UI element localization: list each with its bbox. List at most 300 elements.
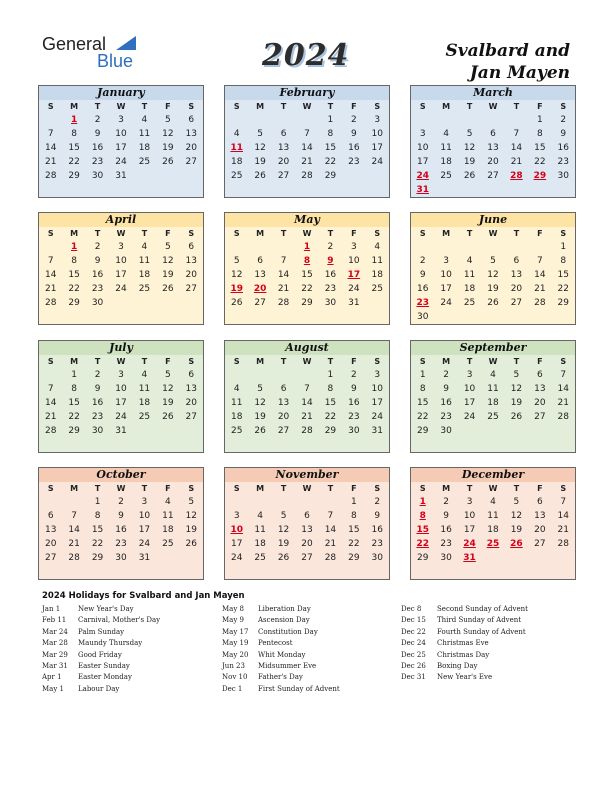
weekday-label: M [70,357,79,366]
month-day-grid [225,482,389,565]
month-april [38,212,204,325]
day-cell: 25 [138,157,151,167]
day-cell: 12 [162,256,174,266]
day-cell: 5 [513,497,520,507]
weekday-label: S [233,357,240,366]
weekday-label: S [560,357,567,366]
day-cell: 5 [233,256,240,266]
holiday-column [401,605,528,685]
day-cell: 28 [68,553,80,563]
day-cell: 8 [71,256,77,266]
weekday-label: M [70,484,79,493]
day-cell: 26 [463,171,476,181]
day-cell: 24 [115,157,127,167]
day-cell: 17 [440,284,452,294]
day-cell: 30 [348,426,360,436]
day-cell: 18 [440,157,452,167]
weekday-label: T [141,229,148,238]
weekday-label: T [280,102,287,111]
day-cell: 12 [510,511,523,521]
empty-day-cell [434,113,457,127]
day-cell: 17 [230,539,243,549]
month-may [224,212,390,325]
empty-day-cell [272,113,295,127]
holiday-day-cell: 9 [327,256,334,266]
day-cell: 27 [185,157,197,167]
month-day-grid [411,227,575,324]
day-cell: 14 [44,270,57,280]
day-cell: 20 [185,398,197,408]
day-cell: 17 [463,398,476,408]
weekday-label: F [351,357,357,366]
weekday-label: T [327,229,334,238]
month-july [38,340,204,453]
day-cell: 22 [324,157,337,167]
weekday-label: T [327,102,334,111]
holiday-date: May 1 [42,684,64,693]
day-cell: 10 [115,129,127,139]
weekday-label: F [537,357,543,366]
day-cell: 6 [280,129,287,139]
day-cell: 18 [162,525,174,535]
holiday-date: Dec 22 [401,627,426,636]
day-cell: 4 [257,511,263,521]
day-cell: 18 [463,284,476,294]
day-cell: 30 [115,553,127,563]
day-cell: 22 [91,539,104,549]
day-cell: 6 [188,115,195,125]
holiday-date: Mar 31 [42,661,68,670]
day-cell: 11 [162,511,174,521]
day-cell: 25 [254,553,266,563]
day-cell: 18 [254,539,266,549]
day-cell: 7 [536,256,543,266]
day-cell: 27 [277,171,290,181]
day-cell: 10 [371,129,383,139]
holiday-day-cell: 1 [71,242,78,252]
holiday-day-cell: 1 [419,497,426,507]
day-cell: 13 [534,511,546,521]
empty-day-cell [248,368,271,382]
weekday-label: S [419,102,426,111]
month-name: July [39,341,203,355]
day-cell: 18 [371,270,383,280]
month-name: November [225,468,389,482]
holiday-name: Easter Monday [78,673,132,682]
weekday-label: T [466,357,473,366]
month-june [410,212,576,325]
weekday-label: M [70,102,79,111]
day-cell: 24 [138,539,151,549]
weekday-label: F [537,484,543,493]
day-cell: 19 [254,412,266,422]
day-cell: 13 [301,525,313,535]
empty-day-cell [272,495,295,509]
day-cell: 7 [560,370,567,380]
day-cell: 24 [371,157,383,167]
day-cell: 2 [118,497,124,507]
day-cell: 30 [416,312,429,322]
day-cell: 23 [557,157,569,167]
day-cell: 26 [162,412,174,422]
day-cell: 23 [115,539,127,549]
empty-day-cell [481,113,504,127]
holiday-date: Dec 26 [401,661,426,670]
holiday-item [222,616,340,627]
day-cell: 2 [327,242,334,252]
day-cell: 2 [350,115,357,125]
day-cell: 26 [162,284,174,294]
day-cell: 9 [560,129,567,139]
day-cell: 1 [327,115,334,125]
weekday-label: F [351,229,357,238]
weekday-label: S [47,229,54,238]
day-cell: 12 [254,143,266,153]
day-cell: 8 [560,256,567,266]
day-cell: 21 [324,539,337,549]
day-cell: 7 [47,129,54,139]
day-cell: 16 [324,270,337,280]
day-cell: 19 [162,270,174,280]
day-cell: 27 [185,412,197,422]
day-cell: 10 [463,511,476,521]
weekday-label: F [351,102,357,111]
day-cell: 31 [115,426,127,436]
day-cell: 11 [487,511,499,521]
day-cell: 29 [416,553,429,563]
month-day-grid [39,100,203,183]
day-cell: 6 [47,511,54,521]
weekday-label: W [488,229,498,238]
day-cell: 18 [230,157,243,167]
day-cell: 8 [536,129,543,139]
weekday-label: M [256,484,265,493]
holiday-day-cell: 23 [416,298,429,308]
holiday-date: Apr 1 [42,673,62,682]
holiday-item [42,685,160,696]
day-cell: 22 [534,157,546,167]
month-name: May [225,213,389,227]
weekday-label: T [94,484,101,493]
day-cell: 5 [164,242,171,252]
weekday-label: S [188,357,195,366]
day-cell: 6 [304,511,310,521]
day-cell: 11 [230,398,243,408]
day-cell: 20 [185,270,197,280]
empty-day-cell [528,240,551,254]
day-cell: 12 [185,511,197,521]
day-cell: 26 [487,298,499,308]
day-cell: 23 [91,412,104,422]
day-cell: 3 [118,115,124,125]
day-cell: 25 [230,171,243,181]
day-cell: 3 [141,497,148,507]
holiday-item [42,662,160,673]
day-cell: 15 [68,270,80,280]
day-cell: 20 [510,284,523,294]
weekday-label: M [442,102,451,111]
holiday-day-cell: 1 [303,242,311,252]
weekday-label: T [141,102,148,111]
holiday-item [42,616,160,627]
day-cell: 22 [68,284,80,294]
holiday-name: Easter Sunday [78,661,130,670]
day-cell: 12 [463,143,476,153]
holiday-day-cell: 24 [416,171,429,181]
holiday-name: Constitution Day [258,627,318,636]
day-cell: 29 [324,426,337,436]
day-cell: 28 [277,298,290,308]
day-cell: 14 [44,143,57,153]
day-cell: 7 [47,256,54,266]
day-cell: 2 [374,497,381,507]
empty-day-cell [39,368,62,382]
day-cell: 10 [115,256,127,266]
day-cell: 13 [510,270,523,280]
day-cell: 25 [487,412,499,422]
day-cell: 10 [463,384,476,394]
day-cell: 8 [327,129,334,139]
day-cell: 22 [557,284,569,294]
day-cell: 13 [534,384,546,394]
day-cell: 12 [487,270,499,280]
holiday-day-cell: 26 [510,539,523,549]
month-september [410,340,576,453]
day-cell: 3 [374,370,381,380]
day-cell: 21 [44,412,57,422]
day-cell: 5 [257,384,263,394]
day-cell: 26 [254,171,266,181]
day-cell: 17 [115,270,127,280]
day-cell: 15 [91,525,104,535]
day-cell: 29 [416,426,429,436]
day-cell: 11 [138,129,151,139]
weekday-label: S [233,484,240,493]
day-cell: 5 [164,370,171,380]
day-cell: 14 [301,398,313,408]
holiday-day-cell: 24 [463,539,476,549]
month-february [224,85,390,198]
weekday-label: M [442,229,451,238]
holiday-name: Third Sunday of Advent [437,616,522,625]
weekday-label: S [233,102,240,111]
day-cell: 17 [115,398,127,408]
weekday-label: T [280,484,287,493]
holiday-item [401,673,528,684]
holiday-date: Dec 8 [401,605,422,613]
day-cell: 19 [162,398,174,408]
day-cell: 21 [557,525,569,535]
day-cell: 10 [440,270,452,280]
day-cell: 9 [443,384,449,394]
month-name: September [411,341,575,355]
empty-day-cell [225,495,248,509]
holiday-date: Dec 25 [401,650,426,659]
day-cell: 17 [463,525,476,535]
day-cell: 7 [304,384,310,394]
day-cell: 17 [371,143,383,153]
holiday-item [222,673,340,684]
day-cell: 26 [510,412,523,422]
day-cell: 30 [91,298,104,308]
day-cell: 4 [141,115,148,125]
day-cell: 1 [536,115,543,125]
day-cell: 14 [557,511,569,521]
day-cell: 18 [138,398,151,408]
day-cell: 10 [138,511,151,521]
holiday-item [401,662,528,673]
holiday-day-cell: 29 [533,171,547,181]
month-august [224,340,390,453]
holiday-date: Mar 28 [42,639,68,648]
day-cell: 30 [324,298,337,308]
weekday-label: F [165,357,171,366]
holiday-day-cell: 19 [230,284,243,294]
holiday-day-cell: 17 [347,270,361,280]
holiday-date: Feb 11 [42,616,67,625]
weekday-label: T [94,357,101,366]
day-cell: 4 [233,129,240,139]
day-cell: 29 [68,171,80,181]
day-cell: 23 [371,539,383,549]
day-cell: 23 [91,284,104,294]
day-cell: 6 [513,256,520,266]
day-cell: 9 [350,129,357,139]
weekday-label: S [188,484,195,493]
day-cell: 17 [416,157,429,167]
weekday-label: F [165,229,171,238]
empty-day-cell [434,240,457,254]
holiday-date: May 9 [222,616,244,625]
holiday-name: First Sunday of Advent [258,684,340,693]
weekday-label: M [70,229,79,238]
day-cell: 12 [277,525,290,535]
day-cell: 4 [374,242,381,252]
month-name: June [411,213,575,227]
day-cell: 21 [301,412,313,422]
empty-day-cell [225,368,248,382]
day-cell: 18 [230,412,243,422]
day-cell: 15 [68,143,80,153]
weekday-label: M [256,102,265,111]
day-cell: 3 [350,242,357,252]
weekday-label: T [280,229,287,238]
holiday-date: May 20 [222,650,249,659]
day-cell: 15 [301,270,313,280]
holiday-name: Good Friday [78,650,122,659]
day-cell: 14 [557,384,569,394]
holiday-name: Ascension Day [258,616,310,625]
holiday-item [222,605,340,616]
day-cell: 7 [71,511,77,521]
day-cell: 1 [560,242,567,252]
day-cell: 26 [162,157,174,167]
day-cell: 4 [164,497,171,507]
day-cell: 11 [440,143,452,153]
day-cell: 16 [440,525,452,535]
day-cell: 13 [185,256,197,266]
day-cell: 8 [71,384,77,394]
day-cell: 13 [254,270,266,280]
weekday-label: T [513,357,520,366]
empty-day-cell [272,240,295,254]
day-cell: 24 [115,412,127,422]
day-cell: 9 [94,384,101,394]
day-cell: 3 [466,497,473,507]
month-january [38,85,204,198]
holiday-day-cell: 28 [510,171,523,181]
day-cell: 30 [91,171,104,181]
day-cell: 18 [138,143,151,153]
day-cell: 14 [44,398,57,408]
day-cell: 13 [277,398,290,408]
empty-day-cell [225,113,248,127]
day-cell: 4 [490,370,496,380]
holiday-date: Dec 15 [401,616,426,625]
day-cell: 6 [536,370,543,380]
holiday-date: May 19 [222,639,249,648]
holiday-day-cell: 31 [463,553,476,563]
weekday-label: S [374,484,381,493]
day-cell: 13 [185,129,197,139]
day-cell: 2 [419,256,426,266]
day-cell: 2 [443,370,449,380]
day-cell: 7 [280,256,287,266]
logo-text-blue: Blue [97,51,134,71]
region-title-line2: Jan Mayen [469,63,570,83]
holiday-day-cell: 31 [416,185,429,195]
weekday-label: S [47,102,54,111]
month-name: October [39,468,203,482]
weekday-label: W [488,357,498,366]
weekday-label: S [374,357,381,366]
day-cell: 11 [254,525,266,535]
day-cell: 6 [188,242,195,252]
day-cell: 9 [350,384,357,394]
day-cell: 28 [44,298,57,308]
day-cell: 6 [536,497,543,507]
holiday-column [42,605,160,696]
day-cell: 16 [348,398,360,408]
day-cell: 24 [371,412,383,422]
holiday-day-cell: 22 [416,539,429,549]
day-cell: 27 [277,426,290,436]
day-cell: 28 [301,171,313,181]
day-cell: 21 [534,284,546,294]
day-cell: 12 [162,129,174,139]
holiday-day-cell: 8 [419,511,426,521]
day-cell: 24 [348,284,360,294]
day-cell: 28 [557,412,569,422]
holiday-item [42,639,160,650]
day-cell: 21 [68,539,80,549]
day-cell: 13 [44,525,57,535]
empty-day-cell [39,495,62,509]
month-december [410,467,576,580]
holiday-item [222,685,340,696]
weekday-label: S [560,229,567,238]
day-cell: 12 [230,270,243,280]
empty-day-cell [225,240,248,254]
holiday-name: Christmas Day [437,650,490,659]
day-cell: 20 [487,157,499,167]
day-cell: 6 [490,129,496,139]
day-cell: 28 [44,426,57,436]
holiday-date: Dec 31 [401,673,426,682]
day-cell: 24 [440,298,452,308]
day-cell: 15 [557,270,569,280]
weekday-label: W [302,229,312,238]
